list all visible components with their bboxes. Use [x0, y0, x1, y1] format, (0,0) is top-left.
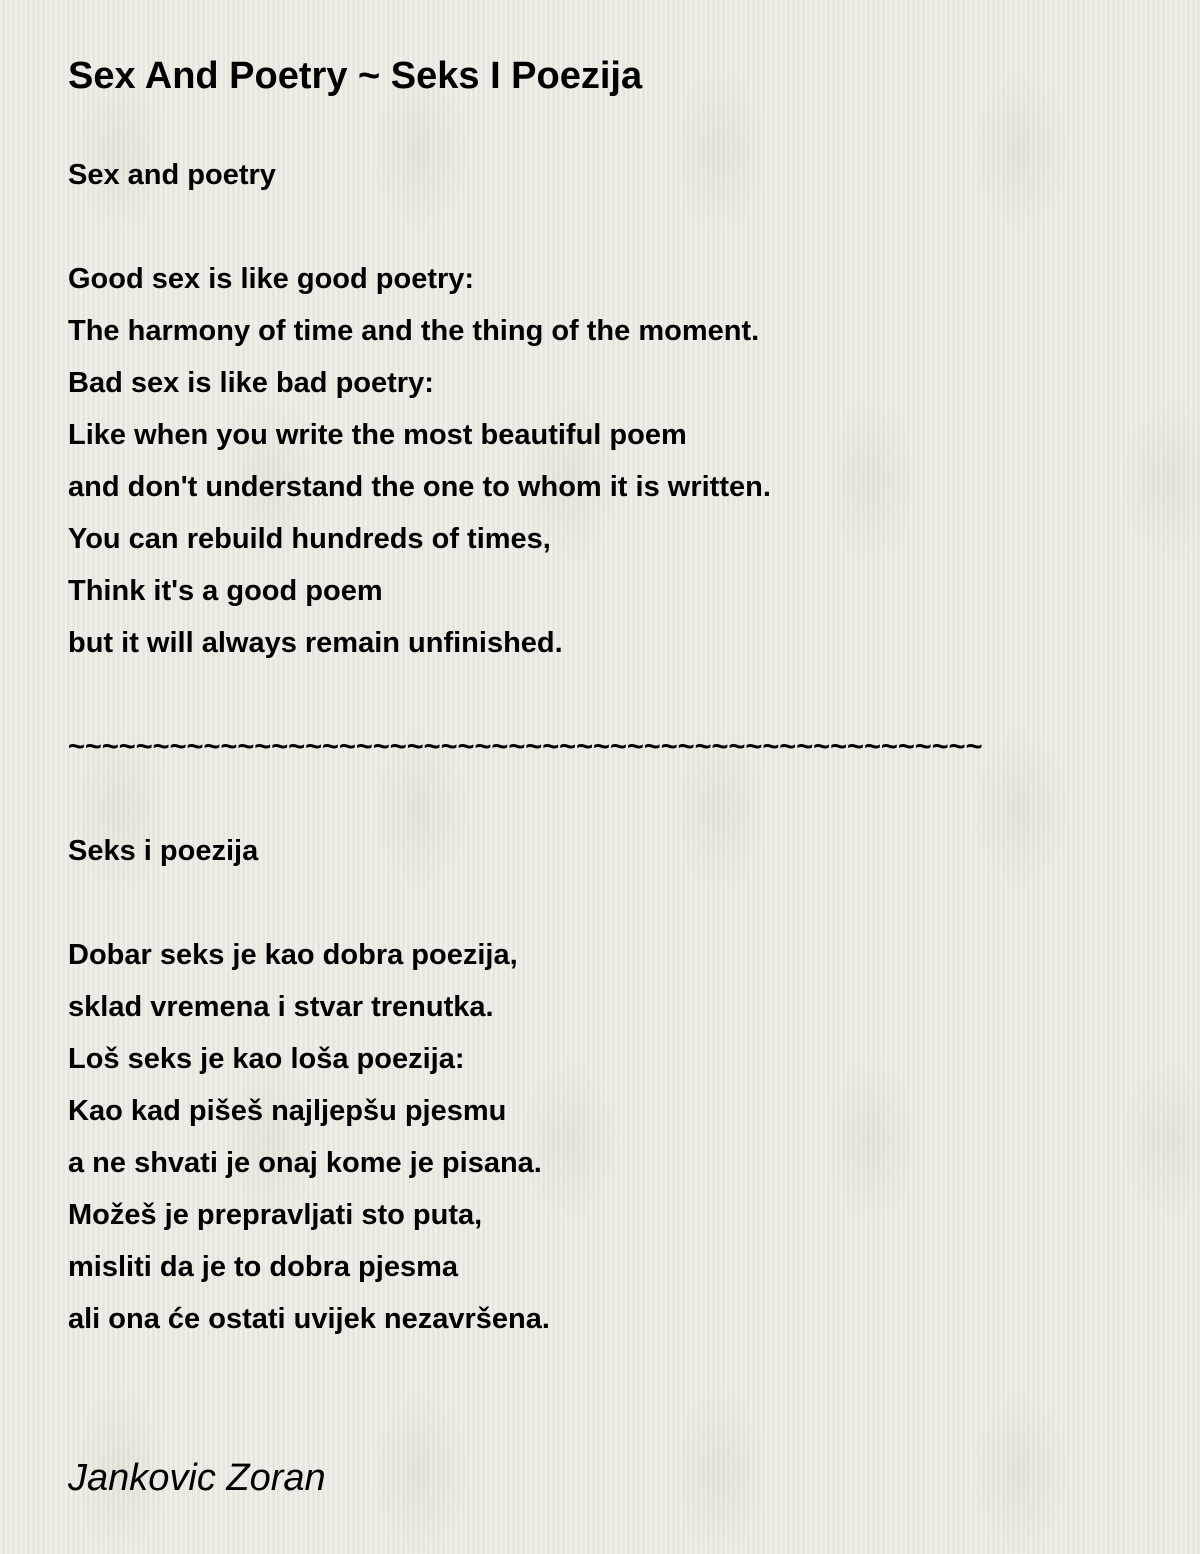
poem-line: Sex and poetry [68, 159, 276, 191]
poem-line: Loš seks je kao loša poezija: [68, 1043, 465, 1075]
poem-line [68, 877, 983, 929]
poem-line: and don't understand the one to whom it is written. [68, 471, 771, 503]
poem-line: Dobar seks je kao dobra poezija, [68, 939, 518, 971]
poem-separator: ~~~~~~~~~~~~~~~~~~~~~~~~~~~~~~~~~~~~~~~~~~~~~~~~~~~~~~ [68, 731, 983, 763]
poem-author: Jankovic Zoran [68, 1457, 326, 1499]
poem-line [68, 773, 983, 825]
poem-line: Seks i poezija [68, 835, 259, 867]
poem-line [68, 201, 983, 253]
poem-body [68, 149, 983, 1345]
poem-line: but it will always remain unfinished. [68, 627, 563, 659]
poem-line: Like when you write the most beautiful poem [68, 419, 687, 451]
poem-line: Kao kad pišeš najljepšu pjesmu [68, 1095, 507, 1127]
poem-line: Think it's a good poem [68, 575, 383, 607]
poem-line: sklad vremena i stvar trenutka. [68, 991, 494, 1023]
poem-line: a ne shvati je onaj kome je pisana. [68, 1147, 542, 1179]
poem-line: The harmony of time and the thing of the moment. [68, 315, 760, 347]
poem-title: Sex And Poetry ~ Seks I Poezija [68, 55, 643, 97]
poem-line: Good sex is like good poetry: [68, 263, 475, 295]
poem-line: Bad sex is like bad poetry: [68, 367, 434, 399]
poem-line: You can rebuild hundreds of times, [68, 523, 551, 555]
poem-line: Možeš je prepravljati sto puta, [68, 1199, 483, 1231]
poem-line: misliti da je to dobra pjesma [68, 1251, 458, 1283]
poem-line: ali ona će ostati uvijek nezavršena. [68, 1303, 550, 1335]
poem-line [68, 669, 983, 721]
